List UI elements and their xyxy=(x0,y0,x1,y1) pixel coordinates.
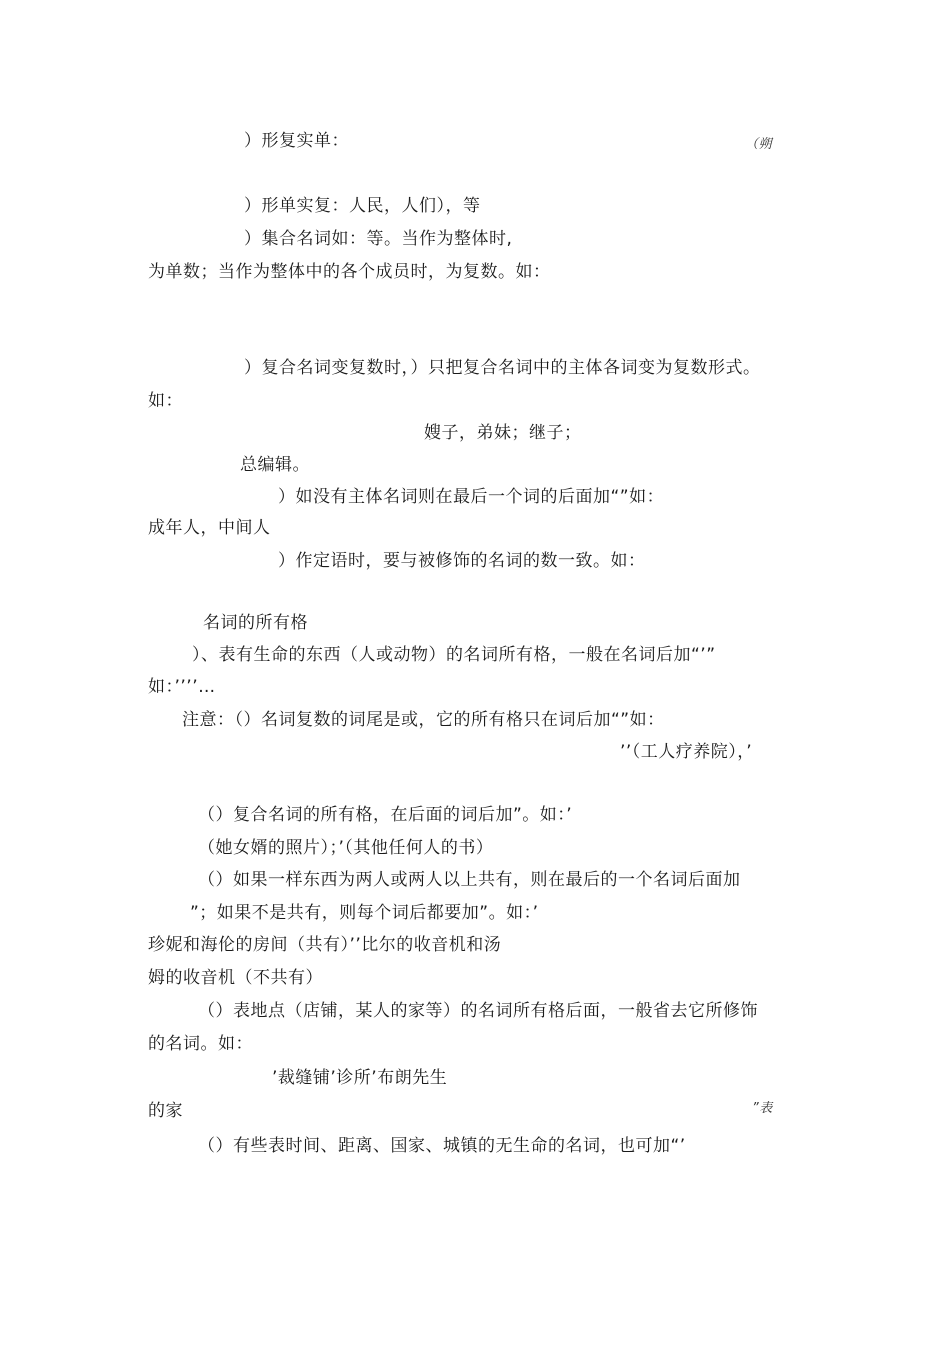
text-line-compound-possessive: （）复合名词的所有格，在后面的词后加”。如：’ xyxy=(198,805,573,825)
text-line-plural-form: ）形复实单： xyxy=(244,131,349,151)
text-line-example-label: 如： xyxy=(148,391,183,411)
text-line-shared-ownership-cont: ”；如果不是共有，则每个词后都要加”。如：’ xyxy=(190,903,539,923)
text-line-place-possessive: （）表地点（店铺，某人的家等）的名词所有格后面，一般省去它所修饰 xyxy=(198,1001,758,1021)
text-line-collective-noun: ）集合名词如：等。当作为整体时, xyxy=(244,229,513,249)
text-line-place-possessive-cont: 的名词。如： xyxy=(148,1034,253,1054)
text-line-example-apostrophes: 如：’’’’… xyxy=(148,677,216,697)
text-line-example-adults: 成年人，中间人 xyxy=(148,518,271,538)
text-line-as-attributive: ）作定语时，要与被修饰的名词的数一致。如： xyxy=(278,551,646,571)
text-line-example-photo: （她女婿的照片）；’（其他任何人的书） xyxy=(198,838,494,858)
text-line-cut-right-2: ”表 xyxy=(752,1101,773,1116)
text-line-inanimate-possessive: （）有些表时间、距离、国家、城镇的无生命的名词，也可加“’ xyxy=(198,1136,686,1156)
text-line-collective-noun-cont: 为单数；当作为整体中的各个成员时，为复数。如： xyxy=(148,262,551,282)
text-line-shared-ownership: （）如果一样东西为两人或两人以上共有，则在最后的一个名词后面加 xyxy=(198,870,741,890)
text-line-note-plural-ending: 注意：（）名词复数的词尾是或，它的所有格只在词后加“”如： xyxy=(182,710,665,730)
text-line-example-editor: 总编辑。 xyxy=(240,455,310,475)
section-heading-possessive: 名词的所有格 xyxy=(203,613,308,633)
text-line-animate-possessive: ）、表有生命的东西（人或动物）的名词所有格，一般在名词后加“’” xyxy=(192,645,716,665)
text-line-example-relatives: 嫂子，弟妹；继子； xyxy=(424,423,582,443)
text-line-example-tom-radio: 姆的收音机（不共有） xyxy=(148,968,323,988)
text-line-no-main-noun: ）如没有主体名词则在最后一个词的后面加“”如： xyxy=(278,487,665,507)
text-line-workers-sanatorium: ’’（工人疗养院），’ xyxy=(620,742,753,762)
text-line-cut-right-1: （朔 xyxy=(745,137,773,152)
text-line-example-home: 的家 xyxy=(148,1101,183,1121)
text-line-singular-form: ）形单实复：人民，人们），等 xyxy=(244,196,481,216)
text-line-compound-noun: ）复合名词变复数时，）只把复合名词中的主体各词变为复数形式。 xyxy=(244,358,761,378)
text-line-example-shops: ’裁缝铺’诊所’布朗先生 xyxy=(272,1068,448,1088)
text-line-example-jenny-helen: 珍妮和海伦的房间（共有）’’比尔的收音机和汤 xyxy=(148,935,502,955)
